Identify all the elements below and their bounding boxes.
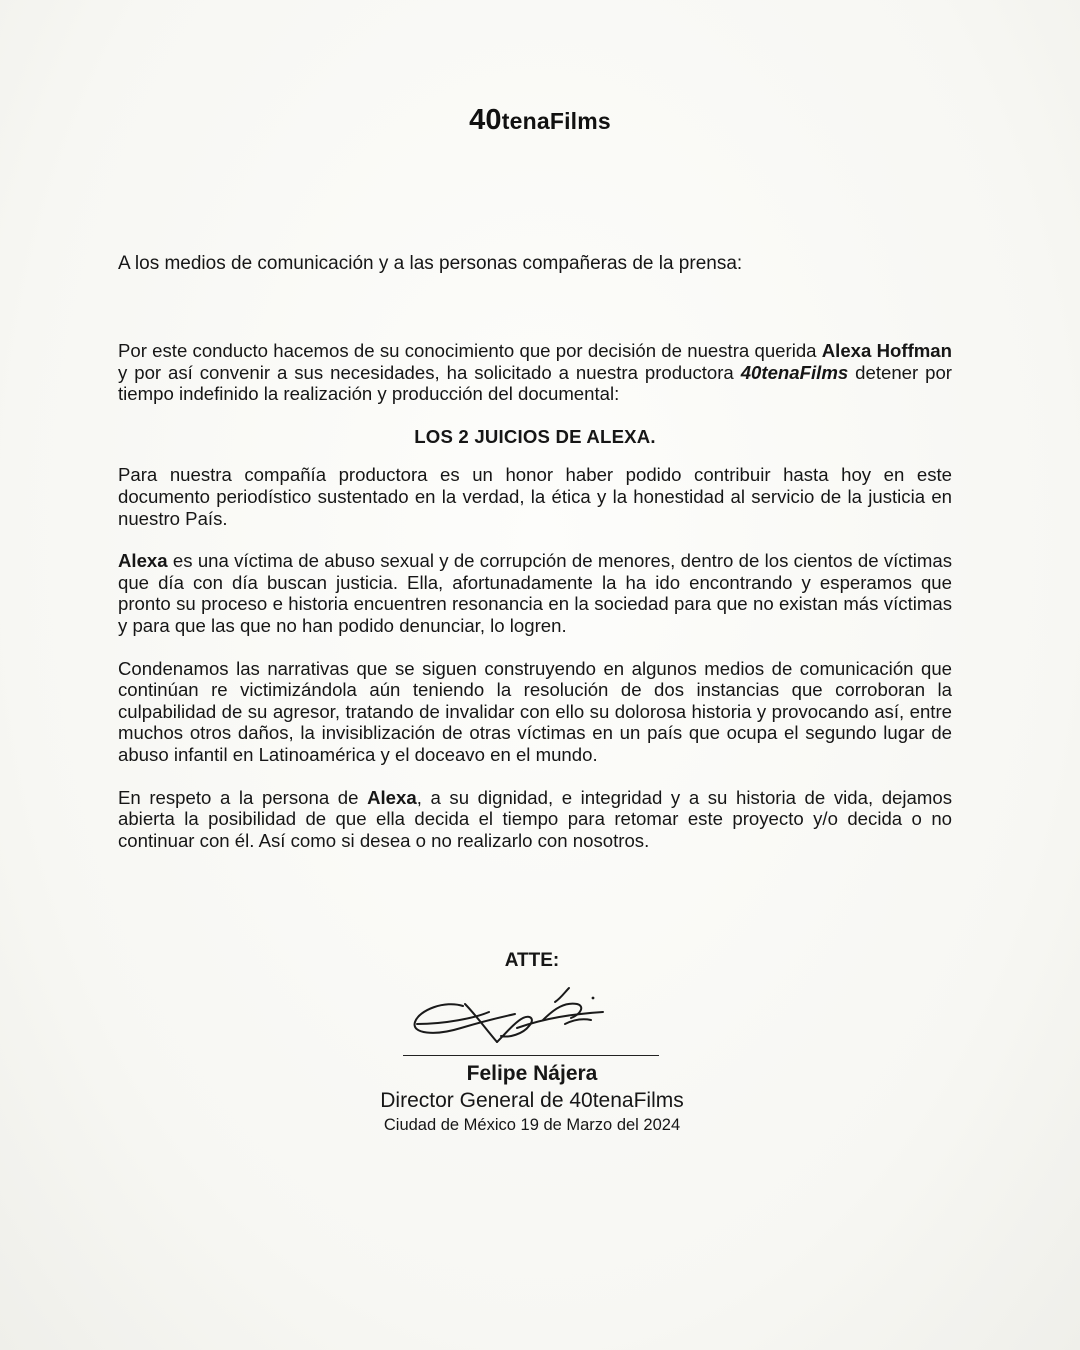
signer-role: Director General de 40tenaFilms bbox=[380, 1089, 684, 1112]
paragraph-condemn: Condenamos las narrativas que se siguen construyendo en algunos medios de comunicación que continúan re victimizándola aún teniendo la resolución de dos instancias que corroboran la culpabilidad de su agresor, tratando de invalidar con ello su dolorosa historia y provocando así, entre muchos otros daños, la invisiblización de otras víctimas en un país que ocupa el segundo lugar de abuso infantil en Latinoamérica y el doceavo en el mundo. bbox=[118, 657, 952, 765]
logo-number: 40 bbox=[469, 104, 502, 136]
logo-name: tenaFilms bbox=[501, 108, 611, 134]
paragraph-respect: En respeto a la persona de Alexa, a su dignidad, e integridad y a su historia de vida, dejamos abierta la posibilidad de que ella decida el tiempo para retomar este proyecto y/o decida o no continuar con él. Así como si desea o no realizarlo con nosotros. bbox=[118, 786, 952, 851]
name-alexa: Alexa bbox=[367, 786, 417, 808]
company-name: 40tenaFilms bbox=[740, 361, 849, 383]
letter-body bbox=[118, 340, 952, 872]
name-alexa-hoffman: Alexa Hoffman bbox=[821, 340, 953, 361]
signature-image bbox=[405, 984, 625, 1056]
name-alexa: Alexa bbox=[118, 550, 168, 572]
greeting: A los medios de comunicación y a las personas compañeras de la prensa: bbox=[118, 253, 743, 274]
paragraph-honor: Para nuestra compañía productora es un honor haber podido contribuir hasta hoy en este documento periodístico sustentado en la verdad, la ética y la honestidad al servicio de la justicia en nuestro País. bbox=[118, 464, 952, 529]
paragraph-announcement: Por este conducto hacemos de su conocimiento que por decisión de nuestra querida Alexa Hoffman y por así convenir a sus necesidades, ha solicitado a nuestra productora 40tenaFilms detener por tiempo indefinido la realización y producción del documental: bbox=[118, 340, 953, 405]
closing-atte: ATTE: bbox=[504, 950, 560, 971]
signature-line bbox=[403, 1055, 659, 1056]
place-date: Ciudad de México 19 de Marzo del 2024 bbox=[383, 1116, 681, 1134]
signer-name: Felipe Nájera bbox=[466, 1062, 598, 1085]
documentary-title: LOS 2 JUICIOS DE ALEXA. bbox=[414, 425, 656, 447]
paragraph-victim: Alexa es una víctima de abuso sexual y de corrupción de menores, dentro de los cientos de víctimas que día con día buscan justicia. Ella, afortunadamente la ha ido encontrando y esperamos que pronto su proceso e historia encuentren resonancia en la sociedad para que no existan más víctimas y para que las que no han podido denunciar, lo logren. bbox=[118, 550, 952, 636]
company-logo bbox=[0, 104, 1080, 137]
